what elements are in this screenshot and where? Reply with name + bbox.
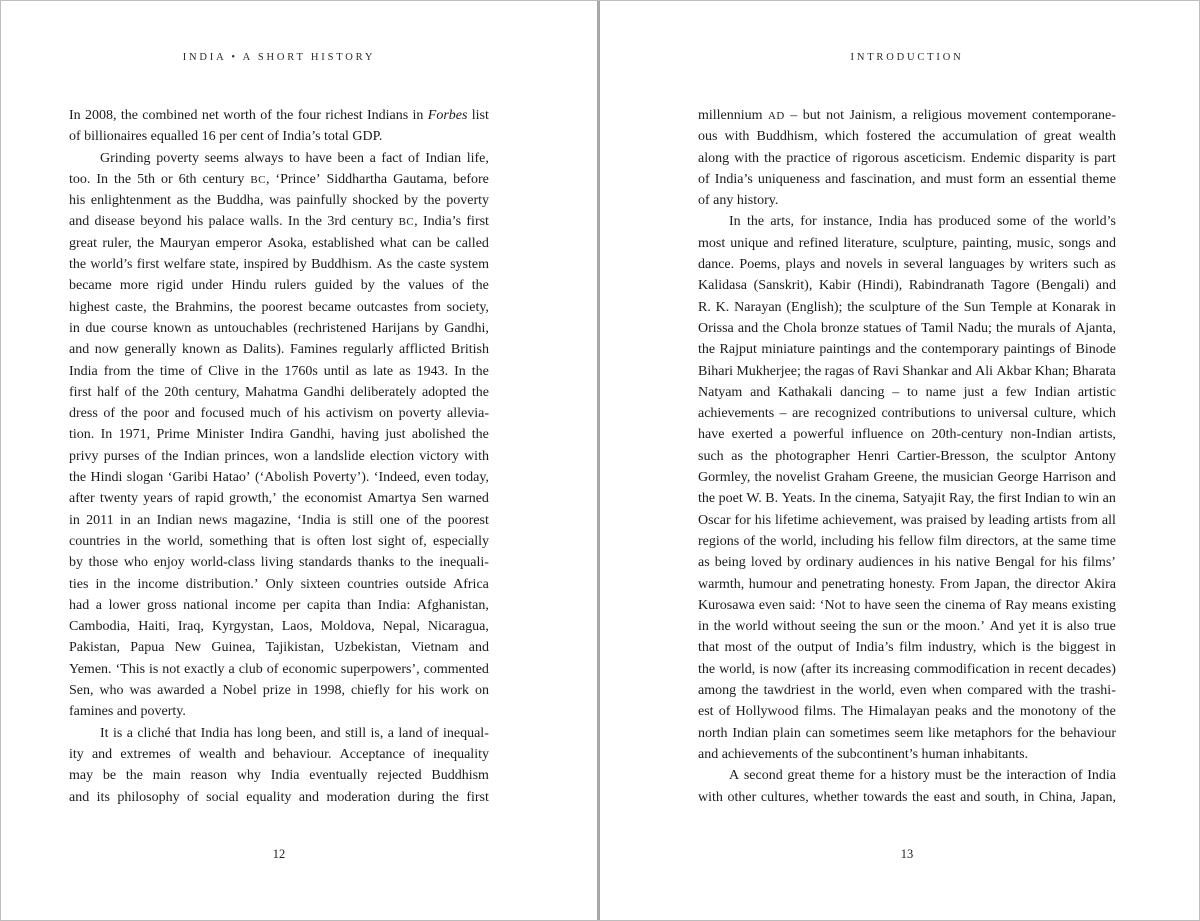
text-line: of any history. <box>698 193 779 209</box>
text-line: first half of the 20th century, Mahatma Gandhi deliberately adopted the <box>69 384 489 400</box>
text-line: after twenty years of rapid growth,’ the economist Amartya Sen warned <box>69 491 489 507</box>
text-line: Kurosawa even said: ‘Not to have seen the cinema of Ray means existing <box>698 597 1116 613</box>
text-line: great ruler, the Mauryan emperor Asoka, established what can be called <box>69 235 489 251</box>
text-line: in 2011 in an Indian news magazine, ‘India is still one of the poorest <box>69 512 489 528</box>
text-line: and achievements of the subcontinent’s human inhabitants. <box>698 746 1029 762</box>
text-line: millennium AD – but not Jainism, a religious movement contemporane- <box>698 108 1116 123</box>
spine-divider <box>597 1 600 920</box>
text-line: warmth, humour and penetrating honesty. From Japan, the director Akira <box>698 576 1116 592</box>
text-line: Yemen. ‘This is not exactly a club of economic superpowers’, commented <box>69 661 489 677</box>
body-text-right <box>698 105 1116 808</box>
text-line: tion. In 1971, Prime Minister Indira Gandhi, having just abolished the <box>69 427 489 443</box>
text-line: may be the main reason why India eventually rejected Buddhism <box>69 768 489 784</box>
text-line: along with the practice of rigorous asceticism. Endemic disparity is part <box>698 150 1116 166</box>
text-line: ity and extremes of wealth and behaviour. Acceptance of inequality <box>69 746 489 762</box>
text-line: Pakistan, Papua New Guinea, Tajikistan, Uzbekistan, Vietnam and <box>69 640 489 656</box>
text-line: est of Hollywood films. The Himalayan peaks and the monotony of the <box>698 704 1116 720</box>
page-number-left: 12 <box>272 847 286 861</box>
text-line: In the arts, for instance, India has produced some of the world’s <box>729 214 1116 230</box>
text-line: A second great theme for a history must be the interaction of India <box>729 768 1116 784</box>
text-line: by those who enjoy world-class living standards thanks to the inequali- <box>69 555 489 571</box>
text-line: dress of the poor and focused much of his activism on poverty allevia- <box>69 406 489 422</box>
text-line: had a lower gross national income per capita than India: Afghanistan, <box>69 597 489 613</box>
text-line: the Rajput miniature paintings and the contemporary paintings of Binode <box>698 342 1116 358</box>
text-line: Kalidasa (Sanskrit), Kabir (Hindi), Rabindranath Tagore (Bengali) and <box>698 278 1116 294</box>
text-line: as being loved by ordinary audiences in his native Bengal for his films’ <box>698 555 1116 571</box>
text-line: Gormley, the novelist Graham Greene, the musician George Harrison and <box>698 470 1116 486</box>
text-line: It is a cliché that India has long been, and still is, a land of inequal- <box>100 725 489 741</box>
text-line: Cambodia, Haiti, Iraq, Kyrgystan, Laos, Moldova, Nepal, Nicaragua, <box>69 619 489 635</box>
text-line: among the tawdriest in the world, even when compared with the trashi- <box>698 683 1116 699</box>
text-line: the Hindi slogan ‘Garibi Hatao’ (‘Abolish Poverty’). ‘Indeed, even today, <box>69 470 489 486</box>
text-line: Natyam and Kathakali dancing – to name just a few Indian artistic <box>698 384 1116 400</box>
text-line: achievements – are recognized contributions to universal culture, which <box>698 406 1116 422</box>
text-line: India from the time of Clive in the 1760s until as late as 1943. In the <box>69 363 489 379</box>
body-text-left <box>69 105 489 808</box>
text-line: regions of the world, including his fellow film directors, at the same time <box>698 533 1116 549</box>
text-line: Bihari Mukherjee; the ragas of Ravi Shankar and Ali Akbar Khan; Bharata <box>698 363 1116 379</box>
text-line: countries in the world, something that is often lost sight of, especially <box>69 533 489 549</box>
text-line: of billionaires equalled 16 per cent of India’s total GDP. <box>69 129 383 145</box>
text-line: the world’s first welfare state, inspired by Buddhism. As the caste system <box>69 257 489 273</box>
page-left <box>69 1 489 920</box>
text-line: Orissa and the Chola bronze statues of Tamil Nadu; the murals of Ajanta, <box>698 320 1116 336</box>
text-line: with other cultures, whether towards the east and south, in China, Japan, <box>698 789 1116 805</box>
text-line: R. K. Narayan (English); the sculpture of the Sun Temple at Konarak in <box>698 299 1116 315</box>
text-line: Sen, who was awarded a Nobel prize in 1998, chiefly for his work on <box>69 683 489 699</box>
running-header-left: INDIA • A SHORT HISTORY <box>182 52 376 63</box>
text-line: north Indian plain can sometimes seem like metaphors for the behaviour <box>698 725 1116 741</box>
text-line: and its philosophy of social equality and moderation during the first <box>69 789 489 805</box>
text-line: and disease beyond his palace walls. In the 3rd century BC, India’s first <box>69 214 489 230</box>
text-line: highest caste, the Brahmins, the poorest became outcastes from society, <box>69 299 489 315</box>
text-line: famines and poverty. <box>69 704 186 720</box>
text-line: his enlightenment as the Buddha, was painfully shocked by the poverty <box>69 193 489 209</box>
text-line: became more rigid under Hindu rulers guided by the values of the <box>69 278 489 294</box>
text-line: In 2008, the combined net worth of the four richest Indians in Forbes list <box>69 108 489 123</box>
text-line: privy purses of the Indian princes, won a landslide election victory with <box>69 448 489 464</box>
text-line: in the world without seeing the sun or the moon.’ And yet it is also true <box>698 619 1116 635</box>
text-line: and now generally known as Dalits). Famines regularly afflicted British <box>69 342 489 358</box>
text-line: in due course known as untouchables (rechristened Harijans by Gandhi, <box>69 320 489 336</box>
text-line: the world, is now (after its increasing commodification in recent decades) <box>698 661 1116 677</box>
text-line: the poet W. B. Yeats. In the cinema, Satyajit Ray, the first Indian to win an <box>698 491 1116 507</box>
page-right <box>698 1 1116 920</box>
text-line: such as the photographer Henri Cartier-Bresson, the sculptor Antony <box>698 448 1116 464</box>
text-line: ties in the income distribution.’ Only sixteen countries outside Africa <box>69 576 489 592</box>
text-line: of India’s uniqueness and fascination, and must form an essential theme <box>698 171 1116 187</box>
running-header-right: INTRODUCTION <box>850 52 964 63</box>
text-line: that most of the output of India’s film industry, which is the biggest in <box>698 640 1116 656</box>
text-line: too. In the 5th or 6th century BC, ‘Prince’ Siddhartha Gautama, before <box>69 171 489 187</box>
text-line: Oscar for his lifetime achievement, was praised by leading artists from all <box>698 512 1116 528</box>
text-line: have exerted a powerful influence on 20th-century non-Indian artists, <box>698 427 1116 443</box>
text-line: dance. Poems, plays and novels in several languages by writers such as <box>698 257 1116 273</box>
text-line: ous with Buddhism, which fostered the accumulation of great wealth <box>698 129 1116 145</box>
text-line: most unique and refined literature, sculpture, painting, music, songs and <box>698 235 1116 251</box>
page-number-right: 13 <box>900 847 914 861</box>
text-line: Grinding poverty seems always to have been a fact of Indian life, <box>100 150 489 166</box>
